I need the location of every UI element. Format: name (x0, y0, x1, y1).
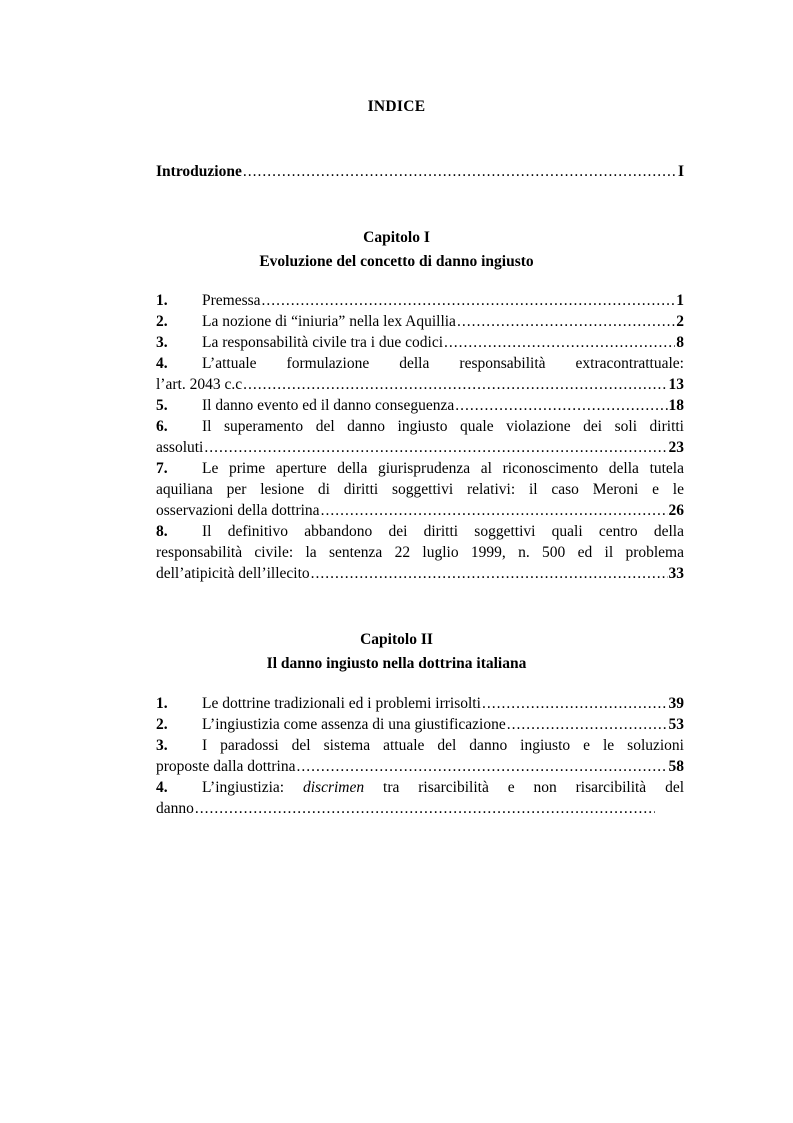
entry-text-cont: osservazioni della dottrina (156, 502, 320, 519)
entry-text: L’ingiustizia come assenza di una giustificazione (202, 716, 506, 733)
toc-entry[interactable] (156, 416, 684, 458)
entry-text: tra risarcibilità e non risarcibilità del (383, 779, 685, 796)
entry-text: La nozione di “iniuria” nella lex Aquillia (202, 313, 456, 330)
toc-entry[interactable] (156, 521, 684, 584)
chapter-2-subtitle: Il danno ingiusto nella dottrina italiana (266, 655, 527, 672)
dot-leader (507, 714, 668, 735)
entry-text-cont: aquiliana per lesione di diritti soggettivi relativi: il caso Meroni e le (156, 481, 684, 498)
dot-leader (444, 332, 675, 353)
entry-text-cont: l’art. 2043 c.c (156, 376, 243, 393)
entry-page: 39 (668, 695, 684, 712)
index-title: INDICE (367, 98, 426, 115)
entry-page: 58 (668, 758, 684, 775)
chapter-2-label: Capitolo II (360, 631, 433, 648)
entry-number: 1. (156, 695, 168, 712)
entry-text: Il definitivo abbandono dei diritti soggettivi quali centro della (202, 523, 684, 540)
entry-text: Premessa (202, 292, 261, 309)
dot-leader (296, 756, 667, 777)
entry-text: La responsabilità civile tra i due codici (202, 334, 444, 351)
toc-entry[interactable] (156, 395, 684, 416)
chapter-2-heading (0, 628, 793, 676)
entry-text: L’attuale formulazione della responsabilità extracontrattuale: (202, 355, 684, 372)
entry-text-cont: responsabilità civile: la sentenza 22 luglio 1999, n. 500 ed il problema (156, 544, 684, 561)
entry-page: 26 (668, 502, 684, 519)
entry-number: 2. (156, 313, 168, 330)
chapter-1-label: Capitolo I (363, 229, 430, 246)
entry-text-cont: dell’atipicità dell’illecito (156, 565, 310, 582)
entry-number: 2. (156, 716, 168, 733)
toc-entry[interactable] (156, 714, 684, 735)
entry-text: Le dottrine tradizionali ed i problemi irrisolti (202, 695, 481, 712)
dot-leader (243, 374, 667, 395)
entry-text: I paradossi del sistema attuale del danno ingiusto e le soluzioni (202, 737, 684, 754)
toc-entry[interactable] (156, 458, 684, 521)
entry-page: 2 (676, 313, 684, 330)
toc-entry[interactable] (156, 735, 684, 777)
entry-text: Il danno evento ed il danno conseguenza (202, 397, 455, 414)
toc-entry[interactable] (156, 311, 684, 332)
entry-number: 4. (156, 355, 168, 372)
dot-leader (195, 798, 655, 819)
entry-text: L’ingiustizia: (202, 779, 285, 796)
dot-leader (455, 395, 667, 416)
entry-number: 3. (156, 737, 168, 754)
entry-number: 3. (156, 334, 168, 351)
chapter-1-heading (0, 226, 793, 274)
intro-label: Introduzione (156, 163, 242, 180)
dot-leader (321, 500, 668, 521)
entry-text: Il superamento del danno ingiusto quale violazione dei soli diritti (202, 418, 684, 435)
entry-text-cont: assoluti (156, 439, 204, 456)
entry-page: 33 (668, 565, 684, 582)
entry-number: 7. (156, 460, 168, 477)
entry-text-italic: discrimen (302, 779, 365, 796)
dot-leader (311, 563, 668, 584)
entry-text-cont: danno (156, 800, 194, 817)
entry-text: Le prime aperture della giurisprudenza al riconoscimento della tutela (202, 460, 684, 477)
toc-entry[interactable] (156, 777, 684, 819)
toc-entry[interactable] (156, 332, 684, 353)
dot-leader (262, 290, 676, 311)
entry-page: 18 (668, 397, 684, 414)
chapter-1-toc (156, 290, 684, 584)
entry-page: 53 (668, 716, 684, 733)
chapter-1-subtitle: Evoluzione del concetto di danno ingiusto (259, 253, 534, 270)
toc-entry[interactable] (156, 290, 684, 311)
toc-entry[interactable] (156, 693, 684, 714)
dot-leader (204, 437, 667, 458)
entry-page: 23 (668, 439, 684, 456)
entry-page: 1 (676, 292, 684, 309)
entry-number: 8. (156, 523, 168, 540)
intro-page: I (677, 163, 684, 180)
toc-entry-introduction[interactable] (156, 161, 684, 182)
entry-number: 1. (156, 292, 168, 309)
entry-number: 6. (156, 418, 168, 435)
entry-number: 4. (156, 779, 168, 796)
entry-text-cont: proposte dalla dottrina (156, 758, 296, 775)
chapter-2-toc (156, 693, 684, 819)
dot-leader (243, 161, 677, 182)
dot-leader (457, 311, 675, 332)
toc-entry[interactable] (156, 353, 684, 395)
entry-page: 8 (676, 334, 684, 351)
dot-leader (482, 693, 668, 714)
entry-page: 13 (668, 376, 684, 393)
entry-number: 5. (156, 397, 168, 414)
